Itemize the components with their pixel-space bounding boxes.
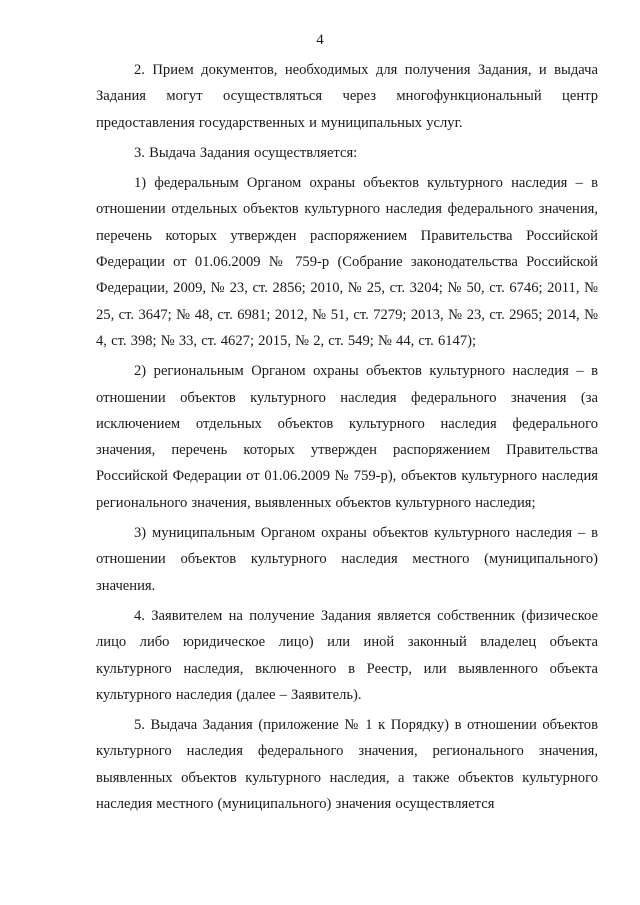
paragraph-3-issuance-heading: 3. Выдача Задания осуществляется: <box>134 144 358 161</box>
paragraph-3-2-regional-authority: 2) региональным Органом охраны объектов культурного наследия – в отношении объектов культурного наследия федерального значения (за исключением отдельных объектов культурного наследия федерального значения, перечень которых утвержден распоряжением Правительства Российской Федерации от 01.06.2009 № 759-р), объектов культурного наследия регионального значения, выявленных объектов культурного наследия; <box>96 363 598 511</box>
paragraph-5-task-issuance: 5. Выдача Задания (приложение № 1 к Порядку) в отношении объектов культурного наследия федерального значения, регионального значения, выявленных объектов культурного наследия, а также объектов культурного наследия местного (муниципального) значения осуществляется <box>96 717 598 813</box>
page-number: 4 <box>316 32 324 48</box>
paragraph-3-3-municipal-authority: 3) муниципальным Органом охраны объектов культурного наследия – в отношении объектов культурного наследия местного (муниципального) значения. <box>96 525 598 594</box>
paragraph-2-document-acceptance: 2. Прием документов, необходимых для получения Задания, и выдача Задания могут осуществляться через многофункциональный центр предоставления государственных и муниципальных услуг. <box>96 62 598 131</box>
paragraph-3-1-federal-authority: 1) федеральным Органом охраны объектов культурного наследия – в отношении отдельных объектов культурного наследия федерального значения, перечень которых утвержден распоряжением Правительства Российской Федерации от 01.06.2009 № 759-р (Собрание законодательства Российской Федерации, 2009, № 23, ст. 2856; 2010, № 25, ст. 3204; № 50, ст. 6746; 2011, № 25, ст. 3647; № 48, ст. 6981; 2012, № 51, ст. 7279; 2013, № 23, ст. 2965; 2014, № 4, ст. 398; № 33, ст. 4627; 2015, № 2, ст. 549; № 44, ст. 6147); <box>96 175 598 349</box>
paragraph-4-applicant: 4. Заявителем на получение Задания является собственник (физическое лицо либо юридическое лицо) или иной законный владелец объекта культурного наследия, включенного в Реестр, или выявленного объекта культурного наследия (далее – Заявитель). <box>96 607 598 703</box>
document-body <box>96 57 598 817</box>
